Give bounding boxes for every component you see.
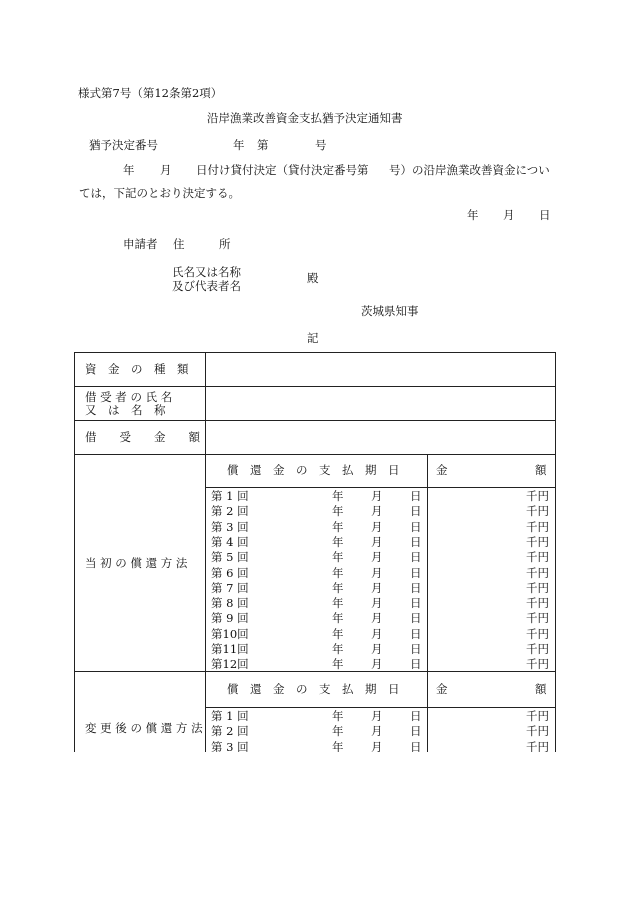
schedule-header: 償 還 金 の 支 払 期 日 — [227, 682, 400, 696]
amount-column-divider — [427, 707, 428, 752]
schedule-header-divider — [205, 487, 556, 488]
row-divider — [74, 671, 556, 672]
row-divider — [74, 420, 556, 421]
installment-year: 年 — [332, 534, 344, 549]
installment-unit: 千円 — [526, 534, 549, 549]
installment-unit: 千円 — [526, 596, 549, 611]
label-borrower-line-1: 借 受 者 の 氏 名 — [85, 390, 173, 404]
date-year: 年 — [467, 208, 479, 222]
installment-year: 年 — [332, 626, 344, 641]
installment-year: 年 — [332, 724, 344, 739]
body-month: 月 — [160, 163, 172, 177]
installment-unit: 千円 — [526, 724, 549, 739]
installment-month: 月 — [371, 709, 383, 723]
installment-day: 日 — [410, 489, 422, 503]
installment-year: 年 — [332, 565, 344, 580]
installment-year: 年 — [332, 489, 344, 503]
installment-year: 年 — [332, 739, 344, 752]
body-text-a: 日付け貸付決定（貸付決定番号第 — [196, 163, 369, 177]
installment-unit: 千円 — [526, 519, 549, 534]
label-original-method: 当 初 の 償 還 方 法 — [85, 556, 188, 570]
installment-day: 日 — [410, 724, 422, 739]
body-line-2: ては，下記のとおり決定する。 — [79, 186, 240, 200]
amount-header-kin: 金 — [436, 682, 448, 696]
installment-year: 年 — [332, 596, 344, 611]
installment-label: 第 7 回 — [211, 580, 249, 595]
name-label-1: 氏名又は名称 — [172, 265, 241, 279]
installment-unit: 千円 — [526, 489, 549, 503]
schedule-header-col-divider — [427, 454, 428, 488]
schedule-header-divider — [205, 707, 556, 708]
installment-month: 月 — [371, 739, 383, 752]
installment-label: 第 3 回 — [211, 739, 249, 752]
schedule-header-col-divider — [427, 671, 428, 707]
installment-year: 年 — [332, 611, 344, 626]
row-divider — [74, 454, 556, 455]
installment-month: 月 — [371, 550, 383, 565]
label-column-divider — [205, 352, 206, 752]
installment-month: 月 — [371, 596, 383, 611]
installment-month: 月 — [371, 657, 383, 672]
installment-day: 日 — [410, 504, 422, 519]
installment-label: 第 3 回 — [211, 519, 249, 534]
installment-unit: 千円 — [526, 580, 549, 595]
label-borrower-line-2: 又 は 名 称 — [85, 403, 166, 417]
installment-year: 年 — [332, 550, 344, 565]
decision-number-year: 年 — [233, 138, 245, 152]
installment-month: 月 — [371, 626, 383, 641]
installment-unit: 千円 — [526, 709, 549, 723]
installment-unit: 千円 — [526, 642, 549, 656]
installment-month: 月 — [371, 642, 383, 656]
installment-label: 第 4 回 — [211, 534, 249, 549]
installment-label: 第 6 回 — [211, 565, 249, 580]
installment-day: 日 — [410, 657, 422, 672]
installment-label: 第 2 回 — [211, 724, 249, 739]
installment-unit: 千円 — [526, 657, 549, 672]
installment-month: 月 — [371, 611, 383, 626]
installment-label: 第11回 — [211, 642, 249, 656]
installment-unit: 千円 — [526, 739, 549, 752]
table-border-top — [74, 352, 556, 353]
body-text-b: 号）の沿岸漁業改善資金につい — [389, 163, 550, 177]
installment-day: 日 — [410, 565, 422, 580]
installment-month: 月 — [371, 489, 383, 503]
installment-year: 年 — [332, 519, 344, 534]
installment-unit: 千円 — [526, 565, 549, 580]
amount-column-divider — [427, 487, 428, 671]
installment-unit: 千円 — [526, 611, 549, 626]
address-label: 住 所 — [173, 237, 231, 251]
applicant-label: 申請者 — [123, 237, 158, 251]
amount-header-kin: 金 — [436, 463, 448, 477]
ki-heading: 記 — [307, 331, 319, 345]
installment-day: 日 — [410, 709, 422, 723]
table-border-left — [74, 352, 75, 752]
label-loan-amount: 借 受 金 額 — [85, 430, 200, 444]
installment-month: 月 — [371, 504, 383, 519]
issuer: 茨城県知事 — [361, 304, 419, 318]
installment-label: 第 8 回 — [211, 596, 249, 611]
decision-number-label: 猶予決定番号 — [89, 138, 158, 152]
honorific: 殿 — [307, 271, 319, 285]
installment-day: 日 — [410, 626, 422, 641]
installment-day: 日 — [410, 611, 422, 626]
decision-number-dai: 第 — [257, 138, 269, 152]
body-year: 年 — [123, 163, 135, 177]
installment-label: 第 9 回 — [211, 611, 249, 626]
installment-day: 日 — [410, 580, 422, 595]
installment-month: 月 — [371, 565, 383, 580]
installment-label: 第 5 回 — [211, 550, 249, 565]
page-title: 沿岸漁業改善資金支払猶予決定通知書 — [207, 111, 403, 125]
installment-day: 日 — [410, 550, 422, 565]
installment-month: 月 — [371, 519, 383, 534]
installment-day: 日 — [410, 534, 422, 549]
installment-day: 日 — [410, 519, 422, 534]
installment-month: 月 — [371, 724, 383, 739]
installment-year: 年 — [332, 504, 344, 519]
decision-number-gou: 号 — [315, 138, 327, 152]
installment-label: 第12回 — [211, 657, 249, 672]
date-month: 月 — [503, 208, 515, 222]
details-table — [74, 352, 556, 752]
installment-unit: 千円 — [526, 626, 549, 641]
installment-label: 第 1 回 — [211, 489, 249, 503]
installment-year: 年 — [332, 642, 344, 656]
installment-day: 日 — [410, 642, 422, 656]
installment-day: 日 — [410, 596, 422, 611]
installment-month: 月 — [371, 580, 383, 595]
form-number: 様式第7号（第12条第2項） — [78, 86, 223, 100]
table-border-right — [555, 352, 556, 752]
name-label-2: 及び代表者名 — [172, 279, 241, 293]
installment-unit: 千円 — [526, 504, 549, 519]
amount-header-gaku: 額 — [535, 463, 547, 477]
label-changed-method: 変 更 後 の 償 還 方 法 — [85, 721, 203, 735]
installment-label: 第 1 回 — [211, 709, 249, 723]
installment-label: 第10回 — [211, 626, 249, 641]
installment-month: 月 — [371, 534, 383, 549]
row-divider — [74, 386, 556, 387]
installment-label: 第 2 回 — [211, 504, 249, 519]
label-fund-type: 資 金 の 種 類 — [85, 362, 189, 376]
installment-year: 年 — [332, 709, 344, 723]
amount-header-gaku: 額 — [535, 682, 547, 696]
installment-unit: 千円 — [526, 550, 549, 565]
installment-year: 年 — [332, 657, 344, 672]
schedule-header: 償 還 金 の 支 払 期 日 — [227, 463, 400, 477]
date-day: 日 — [539, 208, 551, 222]
installment-year: 年 — [332, 580, 344, 595]
installment-day: 日 — [410, 739, 422, 752]
